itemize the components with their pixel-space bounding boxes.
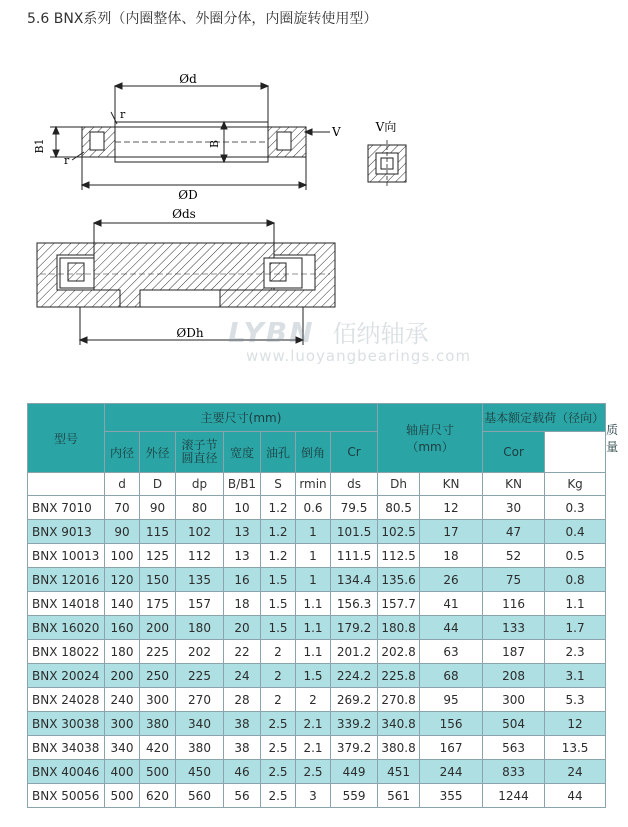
cell-d: 300	[105, 712, 140, 736]
technical-drawings	[0, 0, 628, 395]
cell-ds: 379.2	[331, 736, 378, 760]
watermark-cn: 佰纳轴承	[332, 320, 429, 348]
spec-table-body	[28, 496, 606, 808]
header-shoulder-unit: （mm）	[406, 440, 454, 454]
cell-mass: 5.3	[545, 688, 606, 712]
cell-r: 1.1	[296, 616, 331, 640]
header-roller-pitch	[176, 432, 224, 473]
symbol-ds: ds	[331, 473, 378, 496]
cell-cor: 563	[483, 736, 545, 760]
cell-ds: 201.2	[331, 640, 378, 664]
header-main-dims: 主要尺寸(mm)	[105, 404, 378, 432]
section-title: 5.6 BNX系列（内圈整体、外圈分体，内圈旋转使用型）	[27, 11, 378, 27]
cell-r: 1	[296, 568, 331, 592]
cell-dp: 202	[176, 640, 224, 664]
cell-d: 200	[105, 664, 140, 688]
cell-model: BNX 12016	[28, 568, 105, 592]
watermark-url: www.luoyangbearings.com	[246, 347, 472, 365]
symbol-s: S	[261, 473, 296, 496]
cell-dp: 102	[176, 520, 224, 544]
cell-ds: 134.4	[331, 568, 378, 592]
cell-s: 2	[261, 640, 296, 664]
cell-D: 500	[140, 760, 176, 784]
label-phi-d: Ød	[179, 72, 197, 86]
spec-table: 型号 主要尺寸(mm) 轴肩尺寸 （mm） 基本额定载荷（径向） 质量 内径 外径 滚子节 圆直径 宽度 油孔 倒角 Cr Cor d D dp B/B1 S rmin ds Dh KN KN Kg BNX 7010 70 90 80 10 1.2 0.6 79.5 80.5 12 30 0.3 BNX 9013 90 115 102 13 1.2 1 101.5 102.5 17 47 0.4 BNX 10013 100 125 112 13 1.2 1 111.5 112.5 18 52 0.5 BNX 12016 120 150 135 16 1.5 1 134.4 135.6 26 75 0.8 BNX 14018 140 175 157 18 1.5 1.1 156.3 157.7 41 116 1.1 BNX 16020 160 200 180 20 1.5 1.1 179.2 180.8 44 133 1.7 BNX 18022 180 225 202 22 2 1.1 201.2 202.8 63 187 2.3 BNX 20024 200 250 225 24 2 1.5 224.2 225.8 68 208 3.1 BNX 24028 240 300 270 28 2 2 269.2 270.8 95 300 5.3 BNX 30038 300 380 340 38 2.5 2.1 339.2 340.8 156 504 12 BNX 34038 340 420 380 38 2.5 2.1 379.2 380.8 167 563 13.5 BNX 40046 400 500 450 46 2.5 2.5 449 451 244 833 24 BNX 50056 500 620 560 56 2.5 3 559 561 355 1244 44	[27, 403, 606, 808]
header-model: 型号	[28, 404, 105, 473]
cell-cor: 75	[483, 568, 545, 592]
cell-r: 1	[296, 520, 331, 544]
cell-mass: 0.8	[545, 568, 606, 592]
symbol-b: B/B1	[224, 473, 261, 496]
cell-cr: 18	[420, 544, 483, 568]
table-row	[28, 616, 606, 640]
table-row	[28, 688, 606, 712]
cell-cor: 133	[483, 616, 545, 640]
cell-D: 250	[140, 664, 176, 688]
cell-b: 16	[224, 568, 261, 592]
cell-r: 0.6	[296, 496, 331, 520]
cell-D: 200	[140, 616, 176, 640]
header-roller-pitch-line2: 圆直径	[181, 451, 218, 465]
cell-dh: 112.5	[378, 544, 420, 568]
header-inner-dia: 内径	[105, 432, 140, 473]
symbol-mass-unit: Kg	[545, 473, 606, 496]
cell-ds: 79.5	[331, 496, 378, 520]
table-row	[28, 712, 606, 736]
cell-cor: 52	[483, 544, 545, 568]
cell-s: 2	[261, 664, 296, 688]
cell-ds: 179.2	[331, 616, 378, 640]
cell-cor: 504	[483, 712, 545, 736]
cell-model: BNX 7010	[28, 496, 105, 520]
cell-r: 2.1	[296, 736, 331, 760]
table-row	[28, 592, 606, 616]
cell-model: BNX 40046	[28, 760, 105, 784]
symbol-r: rmin	[296, 473, 331, 496]
cell-model: BNX 50056	[28, 784, 105, 808]
symbol-dh: Dh	[378, 473, 420, 496]
cell-mass: 0.3	[545, 496, 606, 520]
header-load: 基本额定载荷（径向）	[483, 404, 606, 432]
cell-dp: 112	[176, 544, 224, 568]
cell-dp: 157	[176, 592, 224, 616]
cell-b: 13	[224, 544, 261, 568]
cell-cor: 208	[483, 664, 545, 688]
cell-D: 150	[140, 568, 176, 592]
label-r-top: r	[120, 108, 126, 121]
header-oil-hole: 油孔	[261, 432, 296, 473]
symbol-row	[28, 473, 606, 496]
cell-d: 400	[105, 760, 140, 784]
cell-b: 24	[224, 664, 261, 688]
cell-D: 420	[140, 736, 176, 760]
cell-ds: 559	[331, 784, 378, 808]
cell-d: 240	[105, 688, 140, 712]
cell-dh: 135.6	[378, 568, 420, 592]
cell-mass: 1.1	[545, 592, 606, 616]
v-view-detail	[368, 140, 406, 186]
cell-cor: 833	[483, 760, 545, 784]
label-r-bottom: r	[64, 154, 70, 167]
cell-b: 46	[224, 760, 261, 784]
cell-cr: 244	[420, 760, 483, 784]
table-row	[28, 544, 606, 568]
header-outer-dia: 外径	[140, 432, 176, 473]
cell-r: 1.1	[296, 640, 331, 664]
cell-dp: 180	[176, 616, 224, 640]
cell-dh: 380.8	[378, 736, 420, 760]
symbol-cor-unit: KN	[483, 473, 545, 496]
cell-dh: 451	[378, 760, 420, 784]
cell-s: 1.5	[261, 616, 296, 640]
cell-b: 10	[224, 496, 261, 520]
cell-cr: 156	[420, 712, 483, 736]
label-v-view: V向	[375, 120, 397, 134]
cell-s: 1.2	[261, 544, 296, 568]
cell-ds: 339.2	[331, 712, 378, 736]
cell-s: 1.2	[261, 496, 296, 520]
cell-D: 225	[140, 640, 176, 664]
cell-model: BNX 9013	[28, 520, 105, 544]
cell-ds: 101.5	[331, 520, 378, 544]
cell-D: 125	[140, 544, 176, 568]
cell-d: 160	[105, 616, 140, 640]
cell-d: 120	[105, 568, 140, 592]
cell-d: 340	[105, 736, 140, 760]
table-row	[28, 520, 606, 544]
cell-b: 13	[224, 520, 261, 544]
label-b1: B1	[33, 138, 46, 154]
cell-dp: 270	[176, 688, 224, 712]
label-phi-Dh: ØDh	[176, 326, 204, 340]
cell-d: 140	[105, 592, 140, 616]
cell-d: 70	[105, 496, 140, 520]
cell-dh: 157.7	[378, 592, 420, 616]
cell-r: 2.1	[296, 712, 331, 736]
cell-ds: 111.5	[331, 544, 378, 568]
cell-mass: 24	[545, 760, 606, 784]
cell-b: 56	[224, 784, 261, 808]
cell-D: 90	[140, 496, 176, 520]
cell-s: 2.5	[261, 784, 296, 808]
cell-cr: 68	[420, 664, 483, 688]
table-row	[28, 496, 606, 520]
cell-dh: 102.5	[378, 520, 420, 544]
cell-model: BNX 14018	[28, 592, 105, 616]
cell-dh: 180.8	[378, 616, 420, 640]
cell-ds: 156.3	[331, 592, 378, 616]
header-width: 宽度	[224, 432, 261, 473]
cell-dp: 135	[176, 568, 224, 592]
cell-cr: 95	[420, 688, 483, 712]
cell-model: BNX 34038	[28, 736, 105, 760]
cell-cor: 30	[483, 496, 545, 520]
cell-mass: 3.1	[545, 664, 606, 688]
symbol-dp: dp	[176, 473, 224, 496]
cell-b: 38	[224, 736, 261, 760]
cell-dp: 225	[176, 664, 224, 688]
cell-D: 175	[140, 592, 176, 616]
label-phi-D: ØD	[178, 188, 198, 202]
cell-d: 180	[105, 640, 140, 664]
cell-d: 100	[105, 544, 140, 568]
cell-mass: 13.5	[545, 736, 606, 760]
symbol-model-blank	[28, 473, 105, 496]
cell-cor: 47	[483, 520, 545, 544]
table-row	[28, 784, 606, 808]
label-v: V	[332, 125, 341, 139]
cell-s: 1.2	[261, 520, 296, 544]
table-row	[28, 640, 606, 664]
cell-mass: 2.3	[545, 640, 606, 664]
cell-mass: 12	[545, 712, 606, 736]
cell-model: BNX 18022	[28, 640, 105, 664]
cell-cr: 12	[420, 496, 483, 520]
cell-model: BNX 30038	[28, 712, 105, 736]
header-shoulder-label: 轴肩尺寸	[406, 423, 455, 437]
symbol-cr-unit: KN	[420, 473, 483, 496]
cell-dh: 202.8	[378, 640, 420, 664]
cell-b: 18	[224, 592, 261, 616]
cell-cr: 17	[420, 520, 483, 544]
cell-D: 300	[140, 688, 176, 712]
cell-cor: 116	[483, 592, 545, 616]
cell-dp: 380	[176, 736, 224, 760]
symbol-d: d	[105, 473, 140, 496]
cell-cr: 63	[420, 640, 483, 664]
cell-r: 2	[296, 688, 331, 712]
header-cor: Cor	[483, 432, 545, 473]
cell-cor: 187	[483, 640, 545, 664]
watermark	[228, 314, 471, 365]
cell-D: 620	[140, 784, 176, 808]
cell-b: 28	[224, 688, 261, 712]
table-row	[28, 736, 606, 760]
cell-model: BNX 10013	[28, 544, 105, 568]
label-b: B	[208, 139, 221, 149]
cell-model: BNX 20024	[28, 664, 105, 688]
cell-dp: 80	[176, 496, 224, 520]
cell-s: 2.5	[261, 736, 296, 760]
cell-r: 1.5	[296, 664, 331, 688]
cell-d: 500	[105, 784, 140, 808]
table-row	[28, 664, 606, 688]
cell-dp: 340	[176, 712, 224, 736]
table-row	[28, 568, 606, 592]
table-row	[28, 760, 606, 784]
cell-ds: 269.2	[331, 688, 378, 712]
cell-dp: 450	[176, 760, 224, 784]
cell-cr: 41	[420, 592, 483, 616]
header-roller-pitch-line1: 滚子节	[181, 438, 218, 452]
cell-s: 1.5	[261, 592, 296, 616]
cell-D: 380	[140, 712, 176, 736]
cell-b: 22	[224, 640, 261, 664]
cell-r: 2.5	[296, 760, 331, 784]
cell-mass: 44	[545, 784, 606, 808]
header-cr: Cr	[331, 432, 378, 473]
cell-cr: 44	[420, 616, 483, 640]
cell-model: BNX 24028	[28, 688, 105, 712]
cell-s: 1.5	[261, 568, 296, 592]
cell-dh: 561	[378, 784, 420, 808]
cell-d: 90	[105, 520, 140, 544]
cell-cr: 355	[420, 784, 483, 808]
cell-dh: 80.5	[378, 496, 420, 520]
header-shoulder	[378, 404, 483, 473]
cell-r: 1.1	[296, 592, 331, 616]
cell-dh: 225.8	[378, 664, 420, 688]
cell-b: 38	[224, 712, 261, 736]
cell-s: 2.5	[261, 712, 296, 736]
header-chamfer: 倒角	[296, 432, 331, 473]
cell-s: 2	[261, 688, 296, 712]
symbol-D: D	[140, 473, 176, 496]
cell-mass: 1.7	[545, 616, 606, 640]
cell-b: 20	[224, 616, 261, 640]
cell-dh: 340.8	[378, 712, 420, 736]
cell-cr: 26	[420, 568, 483, 592]
cell-dp: 560	[176, 784, 224, 808]
label-phi-ds: Øds	[172, 207, 196, 221]
cell-D: 115	[140, 520, 176, 544]
watermark-brand: LYBN	[228, 316, 315, 349]
bearing-section-view	[50, 83, 330, 190]
cell-mass: 0.4	[545, 520, 606, 544]
cell-cor: 1244	[483, 784, 545, 808]
cell-dh: 270.8	[378, 688, 420, 712]
cell-s: 2.5	[261, 760, 296, 784]
cell-model: BNX 16020	[28, 616, 105, 640]
cell-mass: 0.5	[545, 544, 606, 568]
cell-cr: 167	[420, 736, 483, 760]
cell-r: 1	[296, 544, 331, 568]
cell-r: 3	[296, 784, 331, 808]
cell-ds: 449	[331, 760, 378, 784]
cell-ds: 224.2	[331, 664, 378, 688]
cell-cor: 300	[483, 688, 545, 712]
